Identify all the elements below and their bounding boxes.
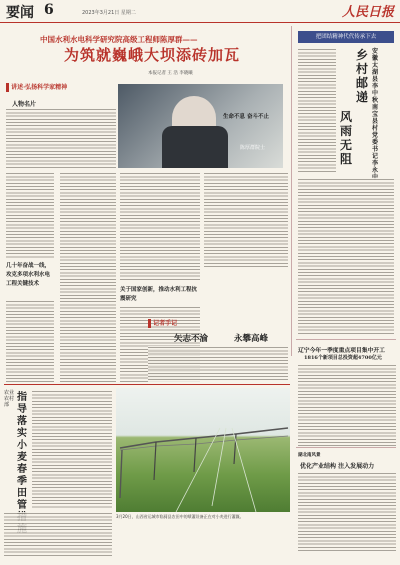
profile-text (6, 108, 116, 168)
left-body-2 (6, 300, 54, 382)
agri-title: 指导落实小麦春季田管 (17, 392, 27, 511)
newspaper-logo: 人民日报 (342, 5, 395, 20)
column-tag-label: 讲述·弘扬科学家精神 (11, 84, 68, 91)
commentary-title-left: 矢志不渝 (174, 334, 209, 344)
left-subhead-1: 几十年奋战一线，攻克多项水利水电工程关键技术 (6, 263, 51, 287)
right-body-1 (298, 48, 336, 174)
right-banner: 把团结精神代代传承下去 (298, 31, 394, 43)
mid-subhead-3: 生命不息 奋斗不止 (223, 114, 269, 120)
economy-text (298, 472, 396, 552)
lead-kicker: 中国水利水电科学研究院高级工程师陈厚群—— (40, 35, 198, 44)
photo-jacket (162, 126, 228, 168)
agri-text (32, 390, 112, 508)
lead-byline: 本报记者 王 浩 李晓曦 (148, 71, 193, 76)
photo-caption-footer: 3月20日，山西省运城市临猗县农田中的喷灌设备正在对小麦进行灌溉。 (116, 514, 244, 519)
mid-body-4 (204, 172, 288, 268)
column-rule (291, 26, 292, 356)
right-title-2: 风雨无阻 (340, 110, 353, 166)
profile-label: 人物名片 (12, 101, 37, 108)
economy-kicker: 湖北南风景 (298, 453, 321, 458)
commentary-bar-icon (148, 319, 151, 328)
economy-title: 优化产业结构 注入发展动力 (300, 463, 375, 470)
news-title: 辽宁今年一季度重点项目集中开工 (298, 348, 385, 354)
column-tag (6, 82, 67, 92)
news-subtitle: 1816个新项目总投资超4700亿元 (304, 355, 382, 361)
commentary-text (148, 346, 288, 382)
commentary-box (148, 318, 288, 382)
mid-subhead-2: 关于国家创新，推动水利工程抗震研究 (120, 287, 198, 302)
photo-caption: 陈厚群院士 (240, 145, 266, 151)
news-text (298, 364, 396, 446)
section-label: 要闻 (6, 5, 34, 21)
commentary-tag (148, 318, 288, 328)
lead-headline: 为筑就巍峨大坝添砖加瓦 (64, 46, 241, 64)
right-body-2 (298, 178, 394, 336)
masthead (0, 0, 400, 23)
news-rule (296, 339, 396, 340)
right-title-1: 乡村邮递 (356, 48, 369, 104)
right-subtitle: 安徽太湖县李中秋南宝县村党委书记李永 (372, 48, 379, 174)
lower-rule (4, 384, 290, 385)
agri-column: 农业农村部 (4, 390, 15, 408)
irrigation-rig-drawing (116, 388, 290, 512)
mid-body-1 (60, 172, 116, 382)
commentary-tag-label: 记者手记 (153, 320, 178, 327)
agri-text-2 (4, 512, 112, 558)
irrigation-photo (116, 388, 290, 512)
left-body-1 (6, 172, 54, 258)
page-number: 6 (44, 2, 54, 18)
economy-rule (296, 447, 396, 448)
portrait-photo (118, 84, 283, 168)
mid-body-2 (120, 172, 200, 282)
commentary-title-right: 永攀高峰 (234, 334, 269, 344)
tag-bar-icon (6, 83, 9, 92)
date-line: 2023年3月21日 星期二 (82, 10, 136, 16)
